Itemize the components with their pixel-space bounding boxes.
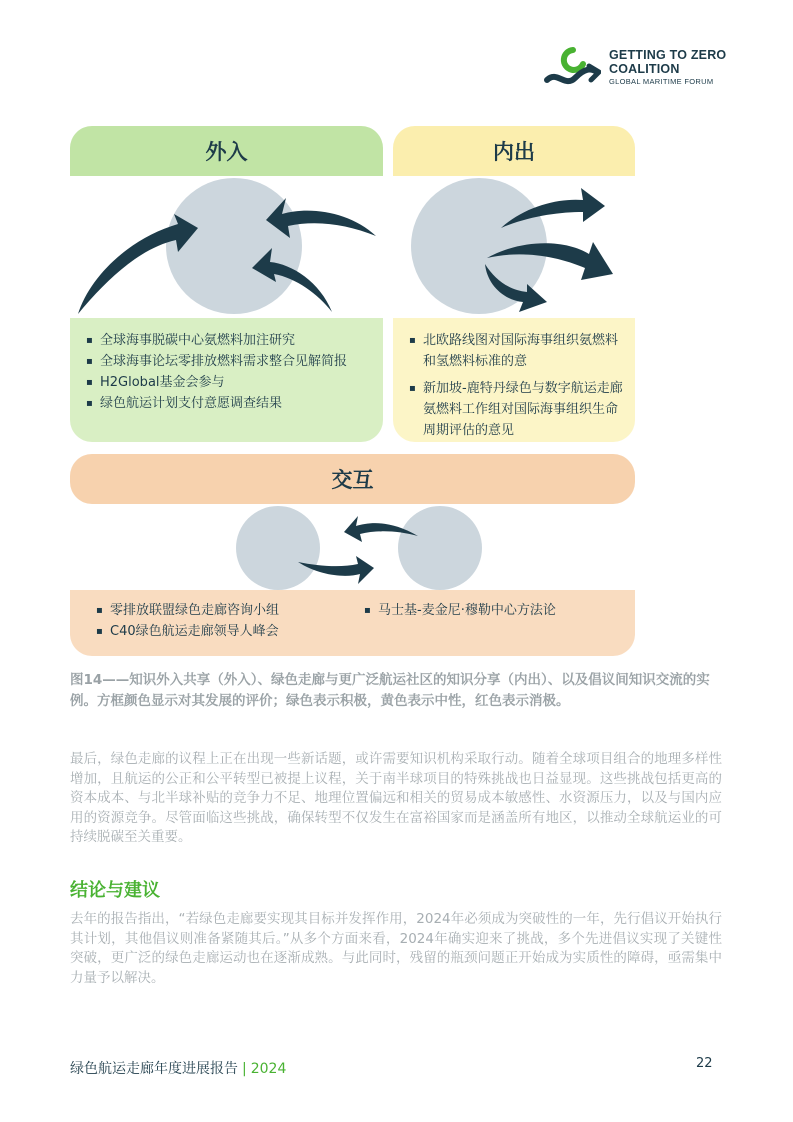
interaction-item: ▪ 马士基-麦金尼·穆勒中心方法论 (364, 600, 624, 621)
figure-caption: 图14——知识外入共享（外入）、绿色走廊与更广泛航运社区的知识分享（内出）、以及倡议间知识交流的实例。方框颜色显示对其发展的评价；绿色表示积极，黄色表示中性，红色表示消极。 (70, 672, 710, 709)
interaction-item: ▪ C40绿色航运走廊领导人峰会 (96, 621, 356, 642)
footer-year: 2024 (250, 1061, 287, 1077)
outbound-item: ▪ 北欧路线图对国际海事组织氨燃料和氢燃料标准的意 (409, 330, 625, 372)
outbound-list-box (393, 318, 635, 442)
outbound-panel (393, 126, 635, 442)
interaction-list-box (70, 590, 635, 656)
inbound-diagram (70, 176, 383, 318)
inbound-panel (70, 126, 383, 442)
outbound-item: ▪ 新加坡-鹿特丹绿色与数字航运走廊氨燃料工作组对国际海事组织生命周期评估的意见 (409, 378, 625, 441)
interaction-header (70, 454, 635, 504)
inbound-item: ▪ 全球海事论坛零排放燃料需求整合见解简报 (86, 351, 378, 372)
footer-title (70, 1058, 286, 1078)
inbound-circle (166, 178, 302, 314)
logo-line-1: GETTING TO ZERO (609, 48, 727, 62)
interaction-title: 交互 (331, 468, 374, 492)
logo-line-3: GLOBAL MARITIME FORUM (609, 77, 714, 86)
footer-separator: | (242, 1061, 247, 1077)
inbound-header (70, 126, 383, 176)
paragraph-conclusions: 去年的报告指出，“若绿色走廊要实现其目标并发挥作用，2024年必须成为突破性的一年，先行倡议开始执行其计划，其他倡议则准备紧随其后。”从多个方面来看，2024年确实迎来了挑战，多个先进倡议实现了关键性突破，更广泛的绿色走廊运动也在逐渐成熟。与此同时，残留的瓶颈问题正开始成为实质性的障碍，亟需集中力量予以解决。 (70, 911, 722, 986)
inbound-title: 外入 (205, 140, 248, 164)
paragraph-agenda: 最后，绿色走廊的议程上正在出现一些新话题，或许需要知识机构采取行动。随着全球项目组合的地理多样性增加，且航运的公正和公平转型已被提上议程，关于南半球项目的特殊挑战也日益显现。这些挑战包括更高的资本成本、与北半球补贴的竞争力不足、地理位置偏远和相关的贸易成本敏感性、水资源压力，以及与国内应用的资源竞争。尽管面临这些挑战，确保转型不仅发生在富裕国家而是涵盖所有地区，以推动全球航运业的可持续脱碳至关重要。 (70, 751, 722, 845)
outbound-header (393, 126, 635, 176)
coalition-logo (543, 44, 743, 94)
section-title-conclusions: 结论与建议 (70, 880, 160, 901)
inbound-item: ▪ 绿色航运计划支付意愿调查结果 (86, 393, 378, 414)
outbound-title: 内出 (493, 140, 535, 164)
inbound-item: ▪ 全球海事脱碳中心氨燃料加注研究 (86, 330, 378, 351)
footer-report-name: 绿色航运走廊年度进展报告 (70, 1061, 238, 1077)
interaction-circle-right (398, 506, 482, 590)
interaction-panel (70, 454, 635, 656)
inbound-item: ▪ H2Global基金会参与 (86, 372, 378, 393)
outbound-diagram (393, 176, 635, 318)
inbound-list-box (70, 318, 383, 442)
page-number: 22 (696, 1056, 713, 1071)
interaction-diagram (70, 504, 635, 592)
inbound-arrow-top (266, 198, 376, 238)
logo-line-2: COALITION (609, 62, 680, 76)
getting-to-zero-arrow-logo-icon (543, 44, 601, 92)
interaction-circle-left (236, 506, 320, 590)
interaction-item: ▪ 零排放联盟绿色走廊咨询小组 (96, 600, 356, 621)
